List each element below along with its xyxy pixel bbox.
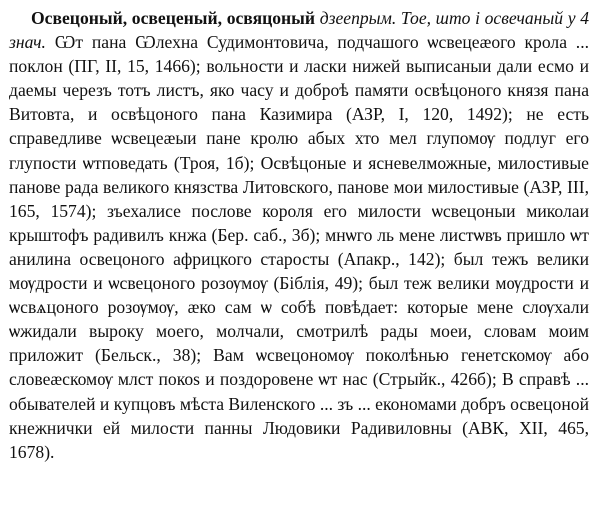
- entry-citations: Ѡт пана Ѡлехна Судимонтовича, подчашого ѡсвецеӕого крола ... поклон (ПГ, II, 15, 1466); вольности и ласки нижей выписаныи дали есмо и даемы черезъ тотъ листъ, яко часу и доброѣ памяти освѣцоного князя пана Витовта, и освѣцоного пана Казимира (АЗР, I, 120, 1492); не есть справедливе ѡсвецеӕыи пане кролю абых хто мел глупомѹ подлуг его глупости ѡтповедать (Троя, 1б); Освѣцоные и ясневелможные, милостивые панове рада великого князства Литовского, панове мои милостивые (АЗР, III, 165, 1574); зъехалисе послове короля его милости ѡсвецоныи миколаи крыштофъ радивилъ кнжа (Бер. саб., 3б); мнѡго ль мене листѡвъ пришло ѡт анилина освецоного африцкого старосты (Апакр., 142); был тежъ велики мѹдрости и ѡсвецоного розѹмѹ (Біблія, 49); был теж велики мѹдрости и ѡсвѧцоного розѹмѹ, ӕко сам ѡ собѣ повѣдает:: [9, 32, 589, 318]
- entry-gloss: Тое, што і освечаный: [400, 8, 564, 28]
- entry-sense-reference: у 4 знач.: [9, 8, 589, 53]
- entry-headword: Освецоный, освеценый, освяцоный: [31, 8, 316, 28]
- entry-citations-continued: которые мене слѹхали ѡжидали выроку моего, молчали, смотрилѣ рады моеи, словам моим приложит (Бельск., 38); Вам ѡсвецономѹ поколѣнью генетскомѹ або словеӕскомѹ млст покоѕ и поздоровене ѡт нас (Стрыйк., 426б); В справѣ ... обывателей и купцовъ мѣста Виленского ... зъ ... економами добръ освецоной кнежнички ей милости панны Людовики Радивиловны (АВК, XII, 465, 1678).: [9, 297, 589, 462]
- dictionary-entry: [9, 6, 589, 464]
- entry-part-of-speech: дзеепрым.: [319, 8, 397, 28]
